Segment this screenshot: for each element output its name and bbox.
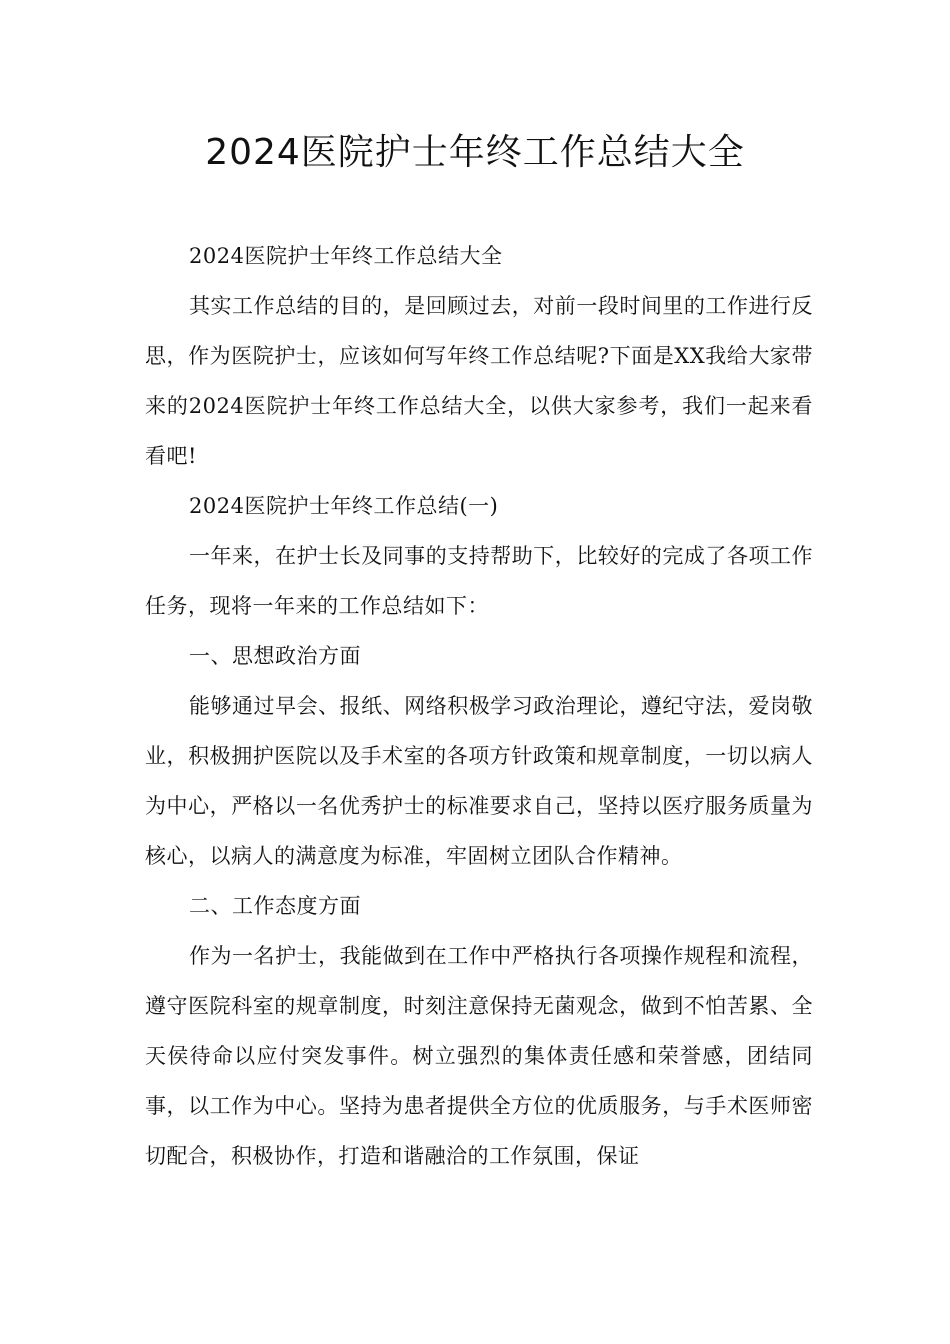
paragraph-overview: 一年来，在护士长及同事的支持帮助下，比较好的完成了各项工作任务，现将一年来的工作总结如下： (145, 544, 813, 618)
document-body (145, 231, 813, 1181)
paragraph-attitude: 作为一名护士，我能做到在工作中严格执行各项操作规程和流程，遵守医院科室的规章制度，时刻注意保持无菌观念，做到不怕苦累、全天侯待命以应付突发事件。树立强烈的集体责任感和荣誉感，团结同事，以工作为中心。坚持为患者提供全方位的优质服务，与手术医师密切配合，积极协作，打造和谐融洽的工作氛围，保证 (145, 944, 813, 1168)
paragraph-section-heading: 2024医院护士年终工作总结(一) (189, 494, 499, 518)
paragraph-heading-attitude: 二、工作态度方面 (189, 894, 361, 918)
paragraph-subtitle: 2024医院护士年终工作总结大全 (189, 244, 503, 268)
paragraph-intro: 其实工作总结的目的，是回顾过去，对前一段时间里的工作进行反思，作为医院护士，应该如何写年终工作总结呢?下面是XX我给大家带来的2024医院护士年终工作总结大全，以供大家参考，我们一起来看看吧! (145, 294, 813, 468)
paragraph-heading-politics: 一、思想政治方面 (189, 644, 361, 668)
paragraph-politics: 能够通过早会、报纸、网络积极学习政治理论，遵纪守法，爱岗敬业，积极拥护医院以及手术室的各项方针政策和规章制度，一切以病人为中心，严格以一名优秀护士的标准要求自己，坚持以医疗服务质量为核心，以病人的满意度为标准，牢固树立团队合作精神。 (145, 694, 813, 868)
document-title: 2024医院护士年终工作总结大全 (205, 132, 745, 173)
